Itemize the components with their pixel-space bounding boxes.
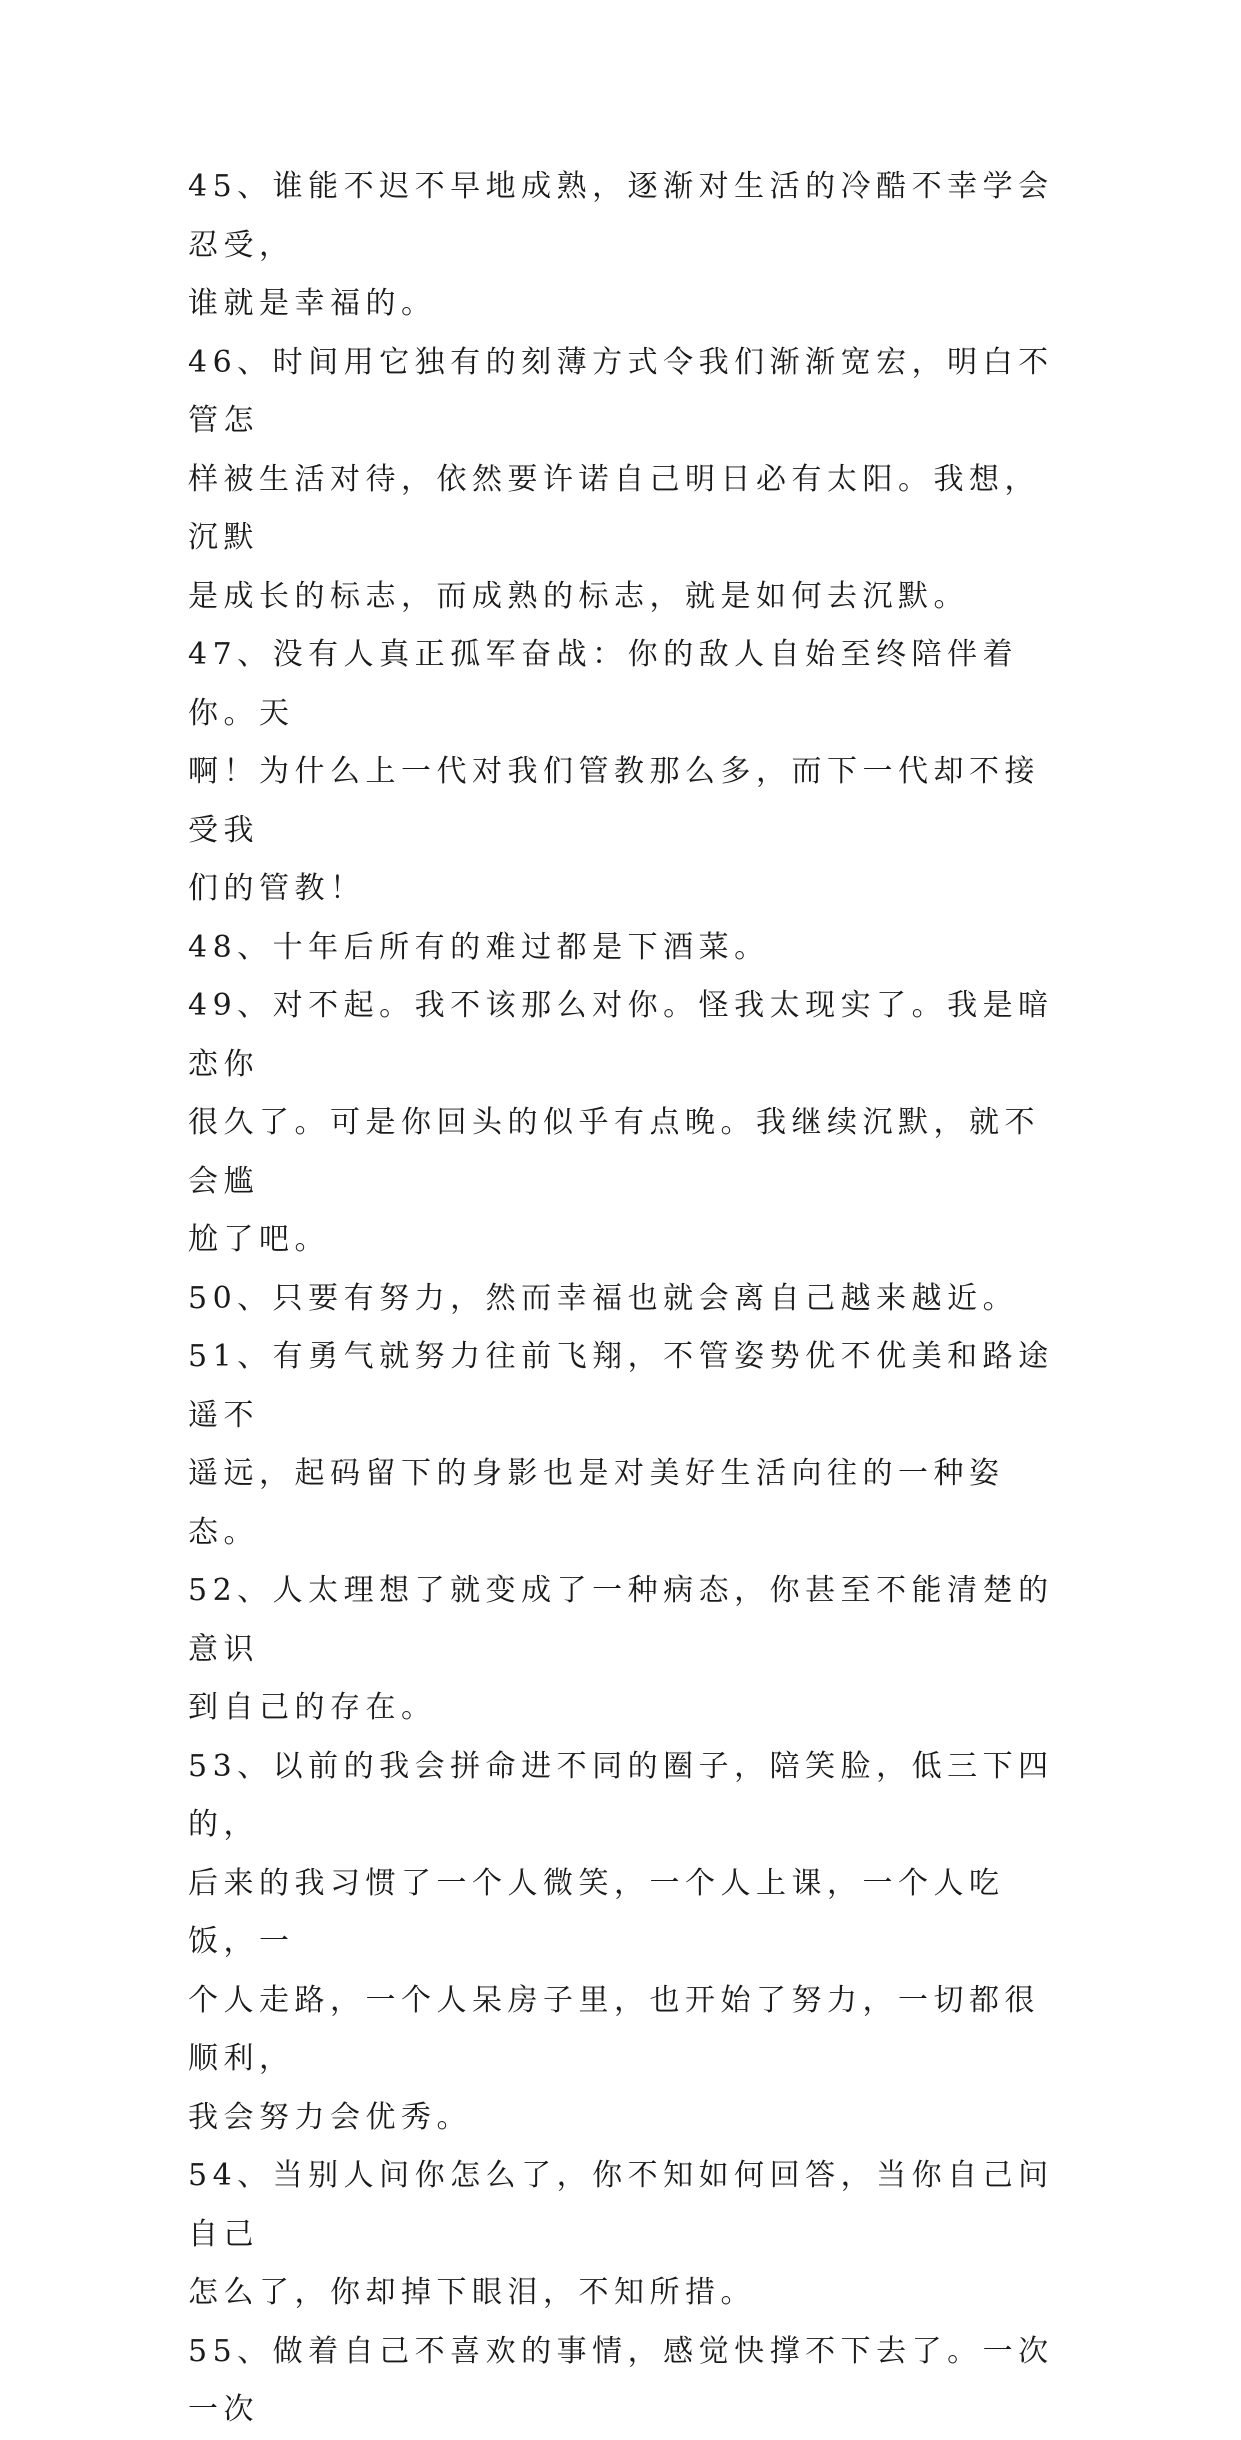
quote-item-51: 51、有勇气就努力往前飞翔，不管姿势优不优美和路途遥不 遥远，起码留下的身影也是对美好生活向往的一种姿态。 [188,1339,1054,1550]
quote-item-49: 49、对不起。我不该那么对你。怪我太现实了。我是暗恋你 很久了。可是你回头的似乎有点晚。我继续沉默，就不会尴 尬了吧。 [188,988,1054,1257]
document-body [188,158,1068,2440]
quote-item-52: 52、人太理想了就变成了一种病态，你甚至不能清楚的意识 到自己的存在。 [188,1573,1054,1725]
quote-item-50: 50、只要有努力，然而幸福也就会离自己越来越近。 [188,1280,1019,1316]
quote-item-53: 53、以前的我会拼命进不同的圈子，陪笑脸，低三下四的， 后来的我习惯了一个人微笑，一个人上课，一个人吃饭，一 个人走路，一个人呆房子里，也开始了努力，一切都很顺利， 我会努力会优秀。 [188,1748,1054,2135]
quote-item-54: 54、当别人问你怎么了，你不知如何回答，当你自己问自己 怎么了，你却掉下眼泪，不知所措。 [188,2158,1054,2310]
quote-item-55: 55、做着自己不喜欢的事情，感觉快撑不下去了。一次一次 [188,2333,1054,2427]
quote-item-45: 45、谁能不迟不早地成熟，逐渐对生活的冷酷不幸学会忍受， 谁就是幸福的。 [188,169,1054,321]
quote-item-46: 46、时间用它独有的刻薄方式令我们渐渐宽宏，明白不管怎 样被生活对待，依然要许诺自己明日必有太阳。我想，沉默 是成长的标志，而成熟的标志，就是如何去沉默。 [188,344,1054,614]
quote-item-47: 47、没有人真正孤军奋战：你的敌人自始至终陪伴着你。天 啊！为什么上一代对我们管教那么多，而下一代却不接受我 们的管教！ [188,637,1040,906]
quote-item-48: 48、十年后所有的难过都是下酒菜。 [188,929,770,965]
